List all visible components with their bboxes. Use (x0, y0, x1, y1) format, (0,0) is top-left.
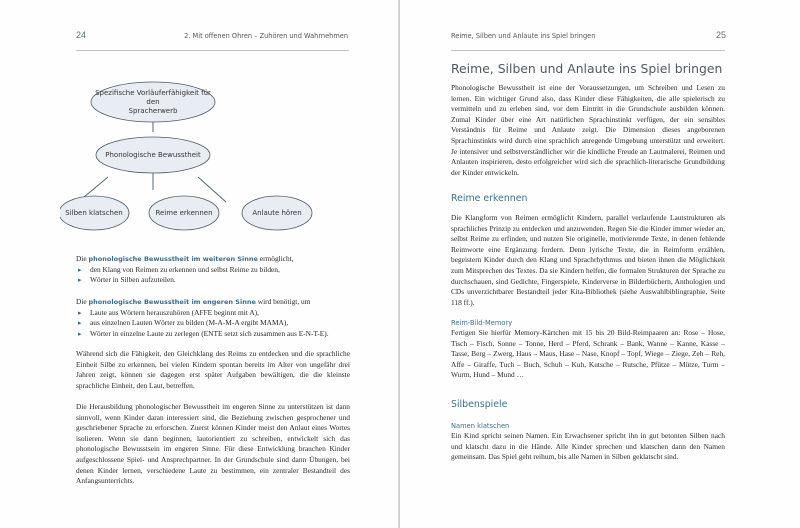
block1-tail: ermöglicht, (257, 254, 294, 263)
right-page (400, 0, 800, 528)
block2-lead: Die (76, 297, 89, 306)
weiteren-sinne-block (76, 254, 356, 286)
subheading-namen-klatschen: Namen klatschen (451, 422, 510, 430)
node-top-line1: Spezifische Vorläuferfähigkeit für den (95, 88, 211, 106)
paragraph-herausbildung: Die Herausbildung phonologischer Bewusstheit im engeren Sinne zu unterstützen ist dann sinnvoll, wenn Kinder daran interessiert sind, die Beziehung zwischen gesprochener und geschriebener Sprache zu erforschen. Zuerst können Kinder meist den Anlaut eines Wortes isolieren. Wenn sie dann beginnen, lautorientiert zu schreiben, entwickelt sich das phonologische Bewusstsein im engeren Sinne. Für diese Entwicklung brauchen Kinder aufgeschlossene Spiel- und Ansprechpartner. In der Grundschule sind dann Übungen, bei denen Kinder lernen, verschiedene Laute zu bestimmen, ein zentraler Bestandteil des Anfangsunterrichts. (76, 402, 350, 486)
intro-paragraph: Phonologische Bewusstheit ist eine der Voraussetzungen, um Schreiben und Lesen zu lernen. Ein wichtiger Grund also, dass Kinder diese Fähigkeiten, die alle spielerisch zu vermitteln und zu erleben sind, vor dem Eintritt in die Grundschule ausbilden können. Zumal Kinder über eine Art natürlichen Sprachinstinkt verfügen, der ein sensibles Verständnis für Reime und Anlaute zeigt. Die Dimension dieses angeborenen Sprachinstinkts wird durch eine sprachlich anregende Umgebung unterstützt und erweitert. Je intensiver und selbstverständlicher wir die kindliche Freude an Lautmalerei, Reimen und Anlauten inspirieren, desto erfolgreicher wird sich die sprachlich-literarische Grundbildung der Kinder entwickeln. (451, 83, 725, 177)
page-number-left: 24 (76, 30, 87, 40)
block2-bullets (76, 308, 361, 340)
block2-tail: wird benötigt, um (255, 297, 311, 306)
page-title: Reime, Silben und Anlaute ins Spiel bringen (451, 61, 723, 76)
bullet-item: ▸ Wörter in einzelne Laute zu zerlegen (ENTE setzt sich zusammen aus E-N-T-E). (76, 329, 361, 340)
paragraph-faehigkeit: Während sich die Fähigkeit, den Gleichklang des Reims zu entdecken und die sprachliche Einheit Silbe zu erkennen, bei vielen Kindern spontan bereits im Alter von ungefähr drei Jahren zeigt, können sie dagegen erst später Aufgaben bewältigen, die die kleinste sprachliche Einheit, den Laut, betreffen. (76, 349, 350, 390)
node-reime-erkennen: Reime erkennen (155, 208, 213, 217)
bullet-item: ▸ Laute aus Wörtern herauszuhören (AFFE beginnt mit A), (76, 308, 361, 319)
namen-klatschen-text: Ein Kind spricht seinen Namen. Ein Erwachsener spricht ihn in gut betonten Silben nach und klatscht dazu in die Hände. Alle Kinder sprechen und klatschen dann den Namen gemeinsam. Das Spiel geht reihum, bis alle Namen in Silben geklatscht sind. (451, 431, 725, 462)
right-running-head (451, 32, 726, 46)
bullet-item: ▸ Wörter in Silben aufzuteilen. (76, 275, 356, 286)
block1-bullets (76, 265, 356, 286)
block2-highlight: phonologische Bewusstheit im engeren Sinne (88, 298, 256, 306)
node-top-line2: Spracherwerb (128, 106, 178, 115)
reime-erkennen-paragraph: Die Klangform von Reimen ermöglicht Kindern, parallel verlaufende Lautstrukturen als sprachliches Prinzip zu entdecken und anzuwenden. Regen Sie die Kinder immer wieder an, selbst Reime zu erfinden, und nutzen Sie originelle, motivierende Texte, in denen fehlende Reimworte eine Ergänzung fordern. Denn lyrische Texte, die in Reimform erzählen, begeistern Kinder durch den Klang und Sprachrhythmus und bieten ihnen die Möglichkeit zum Mitsprechen des Textes. Da sie Kindern helfen, die formalen Strukturen der Sprache zu durchschauen, sind Gedichte, Fingerspiele, Kinderverse in Bilderbüchern, Anthologien und CDs unverzichtbarer Bestandteil jeder Kita-Bibliothek (siehe Auswahlbibliographie, Seite 118 ff.). (451, 213, 725, 307)
section-title-right: Reime, Silben und Anlaute ins Spiel bringen (451, 32, 596, 40)
bullet-item: ▸ aus einzelnen Lauten Wörter zu bilden (M-A-M-A ergibt MAMA), (76, 318, 361, 329)
engeren-sinne-block (76, 297, 361, 339)
left-running-head (76, 32, 348, 46)
node-vorlaeuferfaehigkeit (91, 87, 215, 117)
phonological-awareness-diagram (60, 70, 360, 240)
header-rule-left (76, 50, 349, 51)
chapter-title-left: 2. Mit offenen Ohren – Zuhören und Wahrnehmen (184, 32, 348, 40)
subheading-reim-bild-memory: Reim-Bild-Memory (451, 319, 513, 327)
reim-bild-memory-text: Fertigen Sie hierfür Memory-Kärtchen mit 15 bis 20 Bild-Reimpaaren an: Rose – Hose, Tisch – Fisch, Sonne – Tonne, Herd – Pferd, Schrank – Bank, Wanne – Kanne, Kasse – Tasse, Berg – Zwerg, Haus – Maus, Hase – Nase, Knopf – Topf, Wiege – Ziege, Zeh – Reh, Affe – Giraffe, Tuch – Buch, Schuh – Kuh, Kutsche – Rutsche, Pfütze – Mütze, Turm – Wurm, Hund – Mund … (451, 328, 725, 380)
heading-reime-erkennen: Reime erkennen (451, 193, 528, 204)
page-number-right: 25 (715, 30, 726, 40)
bullet-item: ▸ den Klang von Reimen zu erkennen und selbst Reime zu bilden, (76, 265, 356, 276)
header-rule-right (451, 50, 725, 51)
heading-silbenspiele: Silbenspiele (451, 399, 508, 410)
block1-highlight: phonologische Bewusstheit im weiteren Sinne (88, 255, 258, 263)
node-silben-klatschen: Silben klatschen (65, 208, 123, 217)
node-anlaute-hoeren: Anlaute hören (252, 208, 302, 217)
node-phonologische-bewusstheit: Phonologische Bewusstheit (105, 150, 201, 159)
block1-lead: Die (76, 254, 89, 263)
